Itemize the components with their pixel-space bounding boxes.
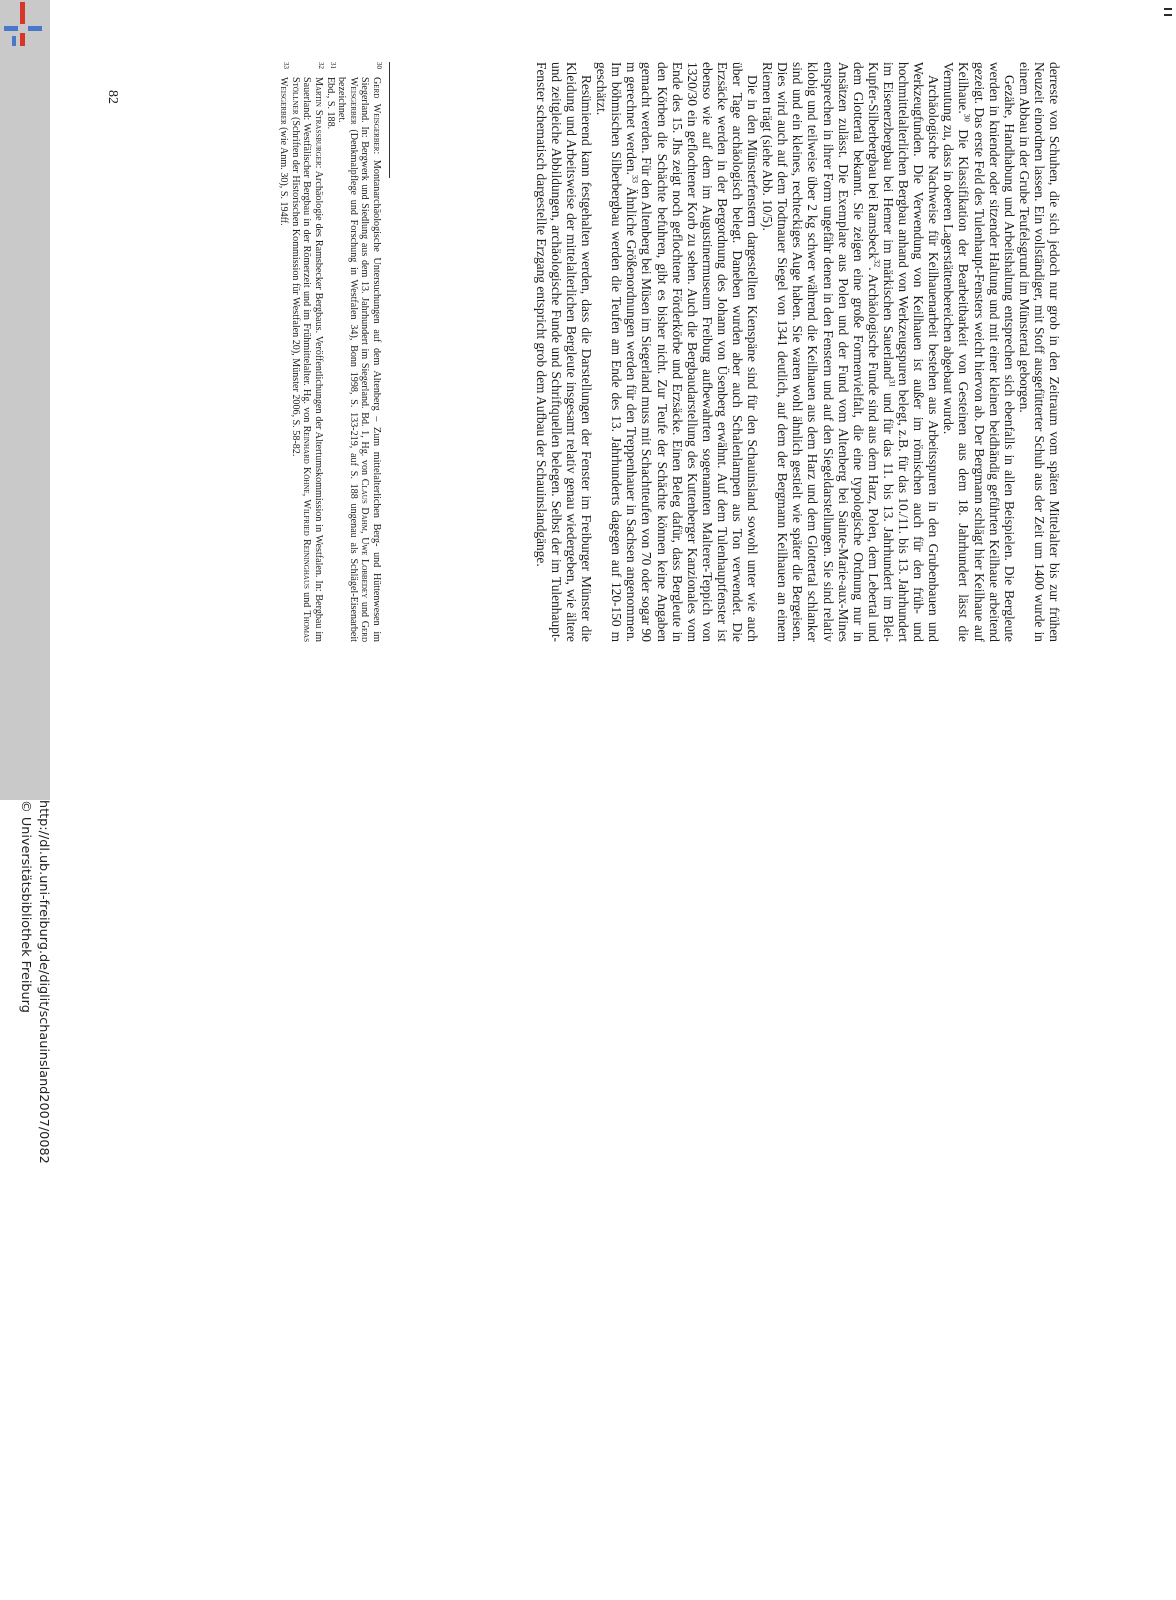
paragraph-text: und für das 11. bis 13. Jahrhundert im Blei-Kupfer-Silberbergbau bei Ramsbeck <box>865 62 896 642</box>
footnote-number: 31 <box>328 62 337 69</box>
paragraph <box>760 62 941 642</box>
footnote <box>324 62 336 642</box>
footnote-author: Reinhard Köhne, Wilfried Reininghaus <box>301 425 313 589</box>
page-edge-mark <box>1164 14 1172 16</box>
paragraph-text: Ähnliche Größenordnungen werden für den Treppenhauer in Sachsen angenommen. Im böhmischen Silberbergbau werden die Teufen am Ende des 13. Jahrhunderts dagegen auf 120-150 m geschätzt. <box>594 62 640 642</box>
paragraph-text: Die Klassifikation der Bearbeitbarkeit von Gesteinen aus dem 18. Jahrhundert lässt die Vermutung zu, dass in oberen Lagerstättenbereichen abgebaut wurde. <box>941 62 972 642</box>
footnote-number: 32 <box>317 62 326 69</box>
page-edge-mark <box>1164 8 1172 10</box>
logo-bar <box>28 26 42 31</box>
logo-bar <box>12 36 16 46</box>
footnote-text: (Denkmalpflege und Forschung in Westfalen 34), Bonn 1998, S. 133-219, auf S. 188 ungenau als Schlägel-Eisenarbeit bezeichnet. <box>336 77 359 642</box>
paragraph-text: Die in den Münsterfenstern dargestellten Kienspäne sind für den Schauinsland sowohl unter wie auch über Tage archäologisch belegt. Daneben wurden aber auch Schalenlampen aus Ton verwendet. Die Erzsäcke werden in der Bergordnung des Johann von Üsenberg erwähnt. Auf dem Tulenhauptfenster ist ebenso wie auf dem im Augustinermuseum Freiburg aufbewahrten sogenannten Malterer-Teppich von 1320/30 ein geflochtener Korb zu sehen. Auch die Bergbaudarstellung des Kuttenberger Kanzionales vom Ende des 15. Jhs zeigt noch geflochtene Förderkörbe und Erzsäcke. Einen Beleg dafür, dass Bergleute in den Körben die Schächte befuhren, gibt es bisher nicht. Zur Teufe der Schächte können keine Angaben gemacht werden. Für den Altenberg bei Müsen im Siegerland muss mit Schachtteufen von 70 oder sogar 90 m gerechnet werden. <box>624 62 761 642</box>
footnote-ref[interactable]: 32 <box>872 259 882 268</box>
paragraph-text: derreste von Schuhen, die sich jedoch nur grob in den Zeitraum vom späten Mittelalter bis zur frühen Neuzeit einordnen lassen. Ein vollständiger, mit Stoff ausgefütterter Schuh aus der Zeit um 1400 wurde in einem Abbau in der Grube Teufelsgrund im Münstertal geborgen. <box>1016 62 1062 642</box>
logo-bar <box>4 26 18 31</box>
footnote <box>289 62 324 642</box>
footnote-author: Weisgerber <box>278 77 290 125</box>
footnote-text: : Archäologie des Ramsbecker Bergbaus. Veröffentlichungen der Altertumskommission in Westfalen. In: Bergbau im Sauerland: Westfälischer Bergbau in der Römerzeit und im Frühmittelalter. Hg. von <box>301 77 325 642</box>
paragraph-text: Resümierend kann festgehalten werden, dass die Darstellungen der Fenster im Freiburger Münster die Kleidung und Arbeitsweise der mittelalterlichen Bergleute insgesamt relativ genau wiedergeben, wie ältere und zeitgleiche Abbildungen, archäologische Funde und Schriftquellen belegen. Selbst der im Tulenhaupt-Fenster schematisch dargestellte Erzgang entspricht grob dem Aufbau der Schauinslandgänge. <box>533 62 595 642</box>
paragraph-text: Archäologische Nachweise für Keilhauenarbeit bestehen aus Arbeitsspuren in den Grubenbauen und Werkzeugfunden. Die Verwendung von Keilhauen ist außer im römischen auch für den früh- und hochmittelalterlichen Bergbau anhand von Werkzeugspuren belegt, z.B. für das 10./11. bis 13. Jahrhundert im Eisenerzbergbau bei Hemer im märkischen Sauerland <box>880 62 942 642</box>
footnotes <box>278 62 382 642</box>
body-text <box>534 62 1062 642</box>
footnote-author: Gerd Weisgerber <box>347 77 371 643</box>
page-edge-shadow <box>1164 0 1176 800</box>
watermark-copyright: © Universitätsbibliothek Freiburg <box>18 800 33 1013</box>
paragraph <box>1017 62 1062 642</box>
footnote-number: 33 <box>282 62 291 69</box>
repository-watermark <box>16 800 52 1600</box>
paragraph-text: Gezähe, Handhabung und Arbeitshaltung entsprechen sich ebenfalls in allen Beispielen. Die Bergleute werden in kniender oder sitzender Haltung und mit einer kleinen beidhändig geführten Keilhaue arbeitend gezeigt. Das erste Feld des Tulenhaupt-Fensters weicht hiervon ab. Der Bergmann schlägt hier Keilhaue auf Keilhaue. <box>956 62 1017 642</box>
footnote-divider <box>389 62 390 178</box>
side-margin-strip <box>0 0 50 800</box>
paragraph <box>941 62 1016 642</box>
footnote-text: : Montanarchäologische Untersuchungen auf dem Altenberg – Zum mittelalterlichen Berg- und Hüttenwesen im Siegerland. In: Bergwerk und Siedlung aus dem 13. Jahrhundert im Siegerland. Bd. 1, Hg. von <box>359 77 382 642</box>
watermark-url[interactable]: http://dl.ub.uni-freiburg.de/diglit/schauinsland2007/0082 <box>36 800 51 1164</box>
footnote <box>336 62 382 642</box>
footnote-author: Claus Dahm, Uwe Lobbedey <box>359 478 371 599</box>
footnote-text: und <box>301 588 313 611</box>
paragraph <box>594 62 760 642</box>
footnote-author: Martin Straßburger <box>313 77 325 166</box>
footnote-text: (wie Anm. 30), S. 194ff. <box>278 124 290 226</box>
footnote-ref[interactable]: 31 <box>887 379 897 388</box>
footnote-author: Gerd Weisgerber <box>371 77 382 152</box>
logo-bar <box>20 33 25 46</box>
footnote-author: Thomas Stöllner <box>289 77 313 643</box>
paragraph-text: . Archäologische Funde sind aus dem Harz, Polen, dem Lebertal und dem Glottertal bekannt. Sie zeigen eine große Formenvielfalt, die eine typologische Ordnung nur in Ansätzen zulässt. Die Exemplare aus Polen und der Fund vom Altenberg bei Sainte-Marie-aux-Mines entsprechen in ihrer Form ungefähr denen in den Fenstern und auf den Siegeldarstellungen. Sie sind relativ klobig und teilweise über 2 kg schwer während die Keilhauen aus dem Harz und dem Glottertal schlanker sind und ein kleines, rechteckiges Auge haben. Sie waren wohl ähnlich gestielt wie später die Bergeisen. Dies wird auch auf dem Todtnauer Siegel von 1341 deutlich, auf dem der Bergmann Keilhauen an einem Riemen trägt (siehe Abb. 10/5). <box>760 62 881 642</box>
footnote-text: Ebd., S. 188. <box>324 77 336 130</box>
footnote-ref[interactable]: 33 <box>630 174 640 183</box>
footnote <box>278 62 290 642</box>
library-logo-icon <box>4 2 44 46</box>
logo-bar <box>20 2 25 24</box>
footnote-ref[interactable]: 30 <box>962 113 972 122</box>
footnote-number: 30 <box>375 62 383 69</box>
footnote-text: und <box>359 598 371 621</box>
page-number: 82 <box>105 90 120 104</box>
paragraph <box>534 62 594 642</box>
footnote-text: (Schriften der Historischen Kommission für Westfalen 20), Münster 2006, S. 58-82. <box>289 114 301 457</box>
